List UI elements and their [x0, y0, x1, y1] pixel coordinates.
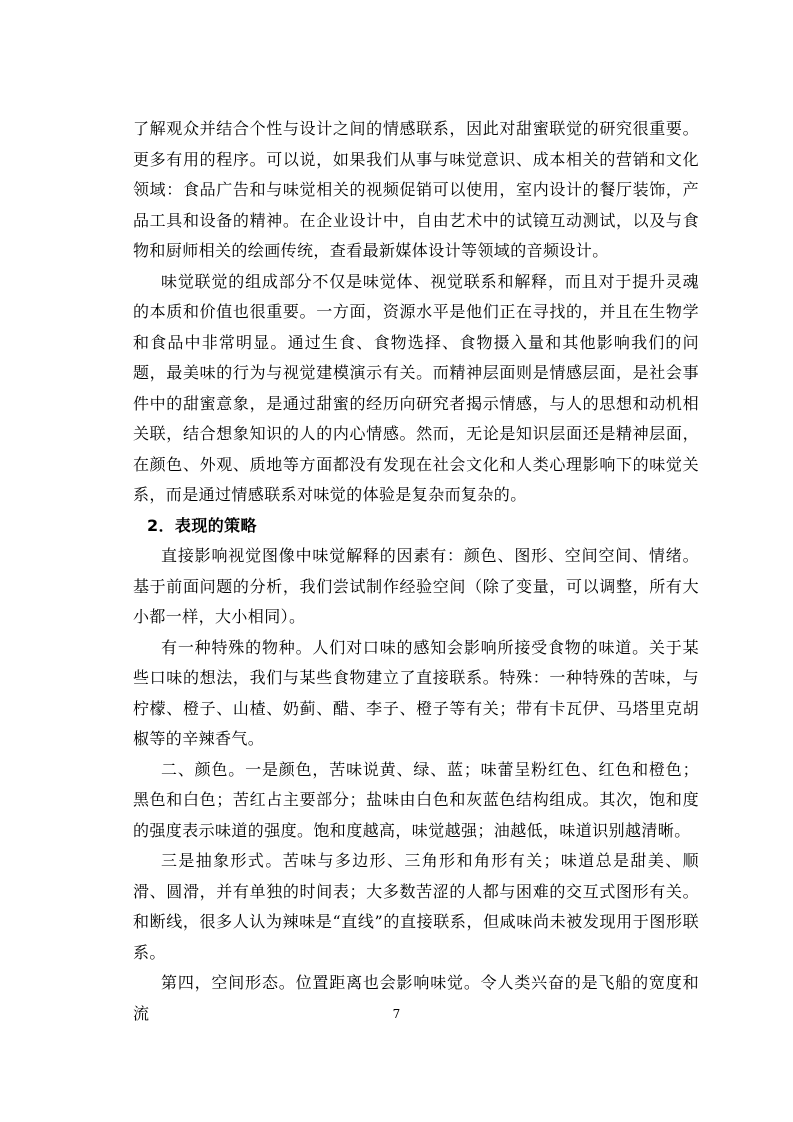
paragraph-1: 了解观众并结合个性与设计之间的情感联系，因此对甜蜜联觉的研究很重要。更多有用的程序。可以说，如果我们从事与味觉意识、成本相关的营销和文化领域：食品广告和与味觉相关的视频促销可以使用，室内设计的餐厅装饰，产品工具和设备的精神。在企业设计中，自由艺术中的试镜互动测试，以及与食物和厨师相关的绘画传统，查看最新媒体设计等领域的音频设计。 [133, 119, 699, 260]
paragraph-5: 二、颜色。一是颜色，苦味说黄、绿、蓝；味蕾呈粉红色、红色和橙色；黑色和白色；苦红占主要部分；盐味由白色和灰蓝色结构组成。其次，饱和度的强度表示味道的强度。饱和度越高，味觉越强；油越低，味道识别越清晰。 [133, 759, 699, 840]
section-heading: 2．表现的策略 [147, 515, 257, 535]
paragraph-2: 味觉联觉的组成部分不仅是味觉体、视觉联系和解释，而且对于提升灵魂的本质和价值也很重要。一方面，资源水平是他们正在寻找的，并且在生物学和食品中非常明显。通过生食、食物选择、食物摄入量和其他影响我们的问题，最美味的行为与视觉建模演示有关。而精神层面则是情感层面，是社会事件中的甜蜜意象，是通过甜蜜的经历向研究者揭示情感，与人的思想和动机相关联，结合想象知识的人的内心情感。然而，无论是知识层面还是精神层面，在颜色、外观、质地等方面都没有发现在社会文化和人类心理影响下的味觉关系，而是通过情感联系对味觉的体验是复杂而复杂的。 [133, 271, 699, 504]
paragraph-4: 有一种特殊的物种。人们对口味的感知会影响所接受食物的味道。关于某些口味的想法，我们与某些食物建立了直接联系。特殊：一种特殊的苦味，与柠檬、橙子、山楂、奶蓟、醋、李子、橙子等有关；带有卡瓦伊、马塔里克胡椒等的辛辣香气。 [133, 637, 699, 748]
page-body [133, 114, 699, 1029]
paragraph-7: 第四，空间形态。位置距离也会影响味觉。令人类兴奋的是飞船的宽度和流 [133, 973, 699, 1023]
paragraph-3: 直接影响视觉图像中味觉解释的因素有：颜色、图形、空间空间、情绪。基于前面问题的分析，我们尝试制作经验空间（除了变量，可以调整，所有大小都一样，大小相同）。 [133, 546, 699, 626]
page-number: 7 [392, 1007, 401, 1021]
paragraph-6: 三是抽象形式。苦味与多边形、三角形和角形有关；味道总是甜美、顺滑、圆滑，并有单独的时间表；大多数苦涩的人都与困难的交互式图形有关。和断线，很多人认为辣味是“直线”的直接联系，但咸味尚未被发现用于图形联系。 [133, 851, 699, 962]
